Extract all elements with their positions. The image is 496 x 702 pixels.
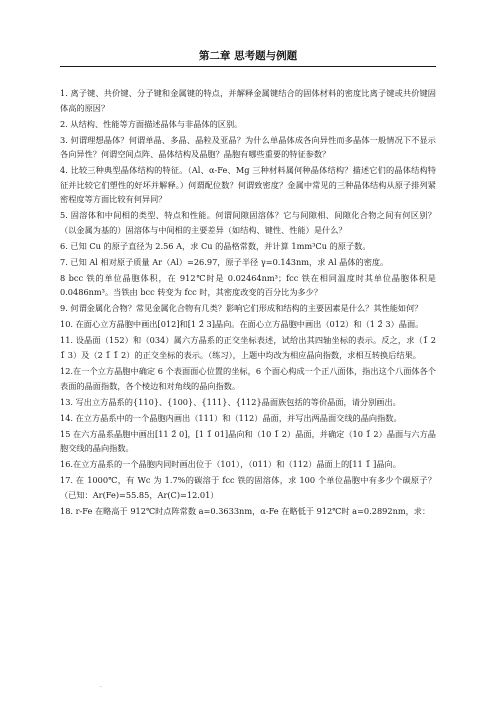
question-12: 12.在一个立方晶胞中确定 6 个表面面心位置的坐标，6 个面心构成一个正八面体，指出这个八面体各个表面的晶面指数，各个棱边和对角线的晶向指数。 — [60, 365, 436, 391]
question-15: 15 在六方晶系晶胞中画出[11 2̄ 0]，[1 1̄ 01]晶向和（10 1̄ 2）晶面，并确定（10 1̄ 2）晶面与六方晶胞交线的晶向指数。 — [60, 428, 436, 454]
question-13: 13. 写出立方晶系的{110}、{100}、{111}、{112}晶面族包括的等价晶面，请分别画出。 — [60, 396, 401, 407]
question-1: 1. 离子键、共价键、分子键和金属键的特点，并解释金属键结合的固体材料的密度比离子键或共价键固体高的原因？ — [60, 88, 436, 113]
question-11: 11. 设晶面（152）和（034）属六方晶系的正交坐标表述，试给出其四轴坐标的表示。反之，求（1̄ 2 1̄ 3）及（2 1̄ 1̄ 2）的正交坐标的表示。（练习），上题中均改为相应晶向指数，求相互转换后结果。 — [60, 335, 436, 360]
question-14: 14. 在立方晶系中的一个晶胞内画出（111）和（112）晶面，并写出两晶面交线的晶向指数。 — [60, 412, 402, 423]
question-18: 18. r-Fe 在略高于 912℃时点阵常数 a=0.3633nm，α-Fe 在略低于 912℃时 a=0.2892nm，求： — [60, 505, 431, 516]
question-17: 17. 在 1000℃，有 Wc 为 1.7%的碳溶于 fcc 铁的固溶体，求 100 个单位晶胞中有多少个碳原子？（已知：Ar(Fe)=55.85，Ar(C)=12.01） — [60, 475, 436, 500]
question-5: 5. 固溶体和中间相的类型、特点和性能。何谓间隙固溶体？它与间隙相、间隙化合物之间有何区别？（以金属为基的）固溶体与中间相的主要差异（如结构、键性、性能）是什么？ — [60, 210, 436, 235]
title-rule — [60, 66, 436, 67]
question-10: 10. 在面心立方晶胞中画出[012]和[1 2̄ 3]晶向。在面心立方晶胞中画出（012）和（1 2̄ 3）晶面。 — [60, 319, 424, 330]
question-3: 3. 何谓理想晶体？何谓单晶、多晶、晶粒及亚晶？为什么单晶体成各向异性而多晶体一般情况下不显示各向异性？何谓空间点阵、晶体结构及晶胞？晶胞有哪些重要的特征参数？ — [60, 134, 436, 160]
question-7: 7. 已知 Al 相对原子质量 Ar（Al）=26.97，原子半径 γ=0.143nm，求 Al 晶体的密度。 — [60, 256, 389, 267]
question-4: 4. 比较三种典型晶体结构的特征。（Al、α-Fe、Mg 三种材料属何种晶体结构？描述它们的晶体结构特征并比较它们塑性的好坏并解释。）何谓配位数？何谓致密度？金属中常见的三种晶体结构从原子排列紧密程度等方面比较有何异同？ — [60, 165, 436, 205]
question-8: 8 bcc 铁的单位晶胞体积，在 912℃时是 0.02464nm³；fcc 铁在相同温度时其单位晶胞体积是 0.0486nm³。当铁由 bcc 转变为 fcc 时，其密度改变的百分比为多少？ — [60, 272, 436, 298]
question-16: 16.在立方晶系的一个晶胞内同时画出位于（101），（011）和（112）晶面上的[11 1̄ ]晶向。 — [60, 459, 401, 470]
question-2: 2. 从结构、性能等方面描述晶体与非晶体的区别。 — [60, 118, 243, 129]
page-mark: . — [100, 682, 102, 689]
question-6: 6. 已知 Cu 的原子直径为 2.56 A，求 Cu 的晶格常数，并计算 1mm³Cu 的原子数。 — [60, 240, 371, 251]
question-list — [60, 86, 436, 520]
chapter-title: 第二章 思考题与例题 — [198, 50, 298, 62]
question-9: 9. 何谓金属化合物？常见金属化合物有几类？影响它们形成和结构的主要因素是什么？其性能如何？ — [60, 303, 423, 314]
